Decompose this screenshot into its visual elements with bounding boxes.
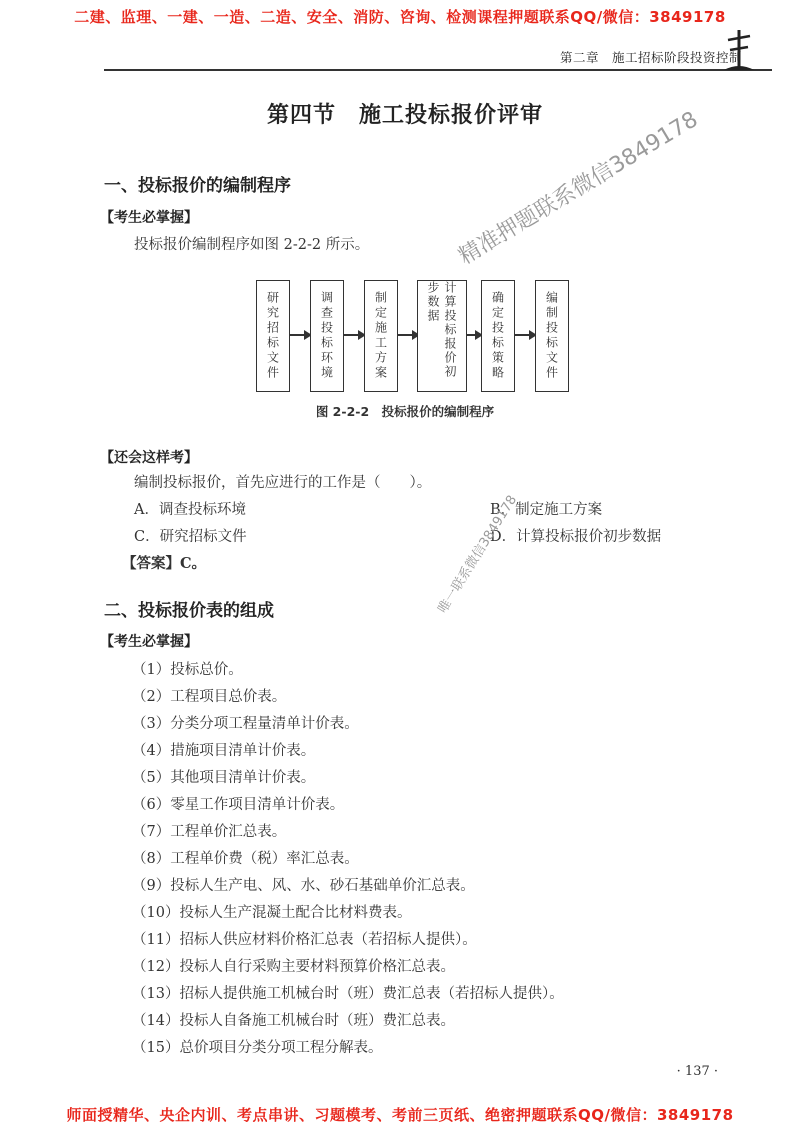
- flow-step-3: [364, 280, 398, 392]
- flow-step-label: 计算投标报价初步数据: [426, 281, 457, 379]
- watermark-secondary: 唯一联系微信3849178: [435, 492, 521, 617]
- list-item: （9）投标人生产电、风、水、砂石基础单价汇总表。: [132, 878, 475, 894]
- list-item: （15）总价项目分类分项工程分解表。: [132, 1040, 383, 1056]
- question-stem: 编制投标报价，首先应进行的工作是（ ）。: [134, 475, 432, 491]
- list-item: （11）招标人供应材料价格汇总表（若招标人提供）。: [132, 932, 477, 948]
- flow-step-4: [417, 280, 467, 392]
- list-item: （3）分类分项工程量清单计价表。: [132, 716, 359, 732]
- figure-caption: 图 2-2-2 投标报价的编制程序: [315, 404, 495, 419]
- question-tag: 【还会这样考】: [100, 450, 198, 466]
- flow-step-1: [256, 280, 290, 392]
- part1-heading: 一、投标报价的编制程序: [104, 176, 291, 196]
- list-item: （2）工程项目总价表。: [132, 689, 287, 705]
- flow-arrow: [398, 334, 418, 336]
- chapter-header: 第二章 施工招标阶段投资控制: [559, 50, 742, 65]
- tree-logo-icon: [722, 28, 756, 72]
- flow-step-label: 确定投标策略: [490, 291, 505, 381]
- part2-heading: 二、投标报价表的组成: [104, 601, 274, 621]
- section-title: 第四节 施工投标报价评审: [266, 103, 543, 128]
- list-item: （8）工程单价费（税）率汇总表。: [132, 851, 359, 867]
- top-ad-banner: 二建、监理、一建、一造、二造、安全、消防、咨询、检测课程押题联系QQ/微信：3849178: [74, 8, 726, 26]
- list-item: （5）其他项目清单计价表。: [132, 770, 316, 786]
- list-item: （12）投标人自行采购主要材料预算价格汇总表。: [132, 959, 455, 975]
- watermark-main: 精准押题联系微信3849178: [454, 107, 703, 270]
- flow-step-label: 研究招标文件: [265, 291, 280, 381]
- flow-arrow: [344, 334, 364, 336]
- header-rule: [104, 69, 772, 71]
- list-item: （6）零星工作项目清单计价表。: [132, 797, 345, 813]
- list-item: （4）措施项目清单计价表。: [132, 743, 316, 759]
- option-c: C．研究招标文件: [134, 529, 247, 545]
- list-item: （14）投标人自备施工机械台时（班）费汇总表。: [132, 1013, 455, 1029]
- option-a: A．调查投标环境: [134, 502, 246, 518]
- answer: 【答案】C。: [122, 555, 207, 572]
- flow-arrow: [467, 334, 481, 336]
- part1-tag: 【考生必掌握】: [100, 210, 198, 226]
- option-b: B．制定施工方案: [490, 502, 603, 518]
- flow-step-label: 调查投标环境: [319, 291, 334, 381]
- option-d: D．计算投标报价初步数据: [490, 529, 662, 545]
- list-item: （13）招标人提供施工机械台时（班）费汇总表（若招标人提供）。: [132, 986, 564, 1002]
- list-item: （1）投标总价。: [132, 662, 243, 678]
- part1-intro: 投标报价编制程序如图 2-2-2 所示。: [134, 237, 370, 253]
- bottom-ad-banner: 师面授精华、央企内训、考点串讲、习题模考、考前三页纸、绝密押题联系QQ/微信：3849178: [66, 1106, 734, 1124]
- page-number: · 137 ·: [676, 1064, 718, 1079]
- part2-tag: 【考生必掌握】: [100, 634, 198, 650]
- flow-arrow: [515, 334, 535, 336]
- flow-step-5: [481, 280, 515, 392]
- flow-step-label: 编制投标文件: [544, 291, 559, 381]
- flow-step-label: 制定施工方案: [373, 291, 388, 381]
- list-item: （10）投标人生产混凝土配合比材料费表。: [132, 905, 412, 921]
- flow-arrow: [290, 334, 310, 336]
- flow-step-6: [535, 280, 569, 392]
- flow-step-2: [310, 280, 344, 392]
- list-item: （7）工程单价汇总表。: [132, 824, 287, 840]
